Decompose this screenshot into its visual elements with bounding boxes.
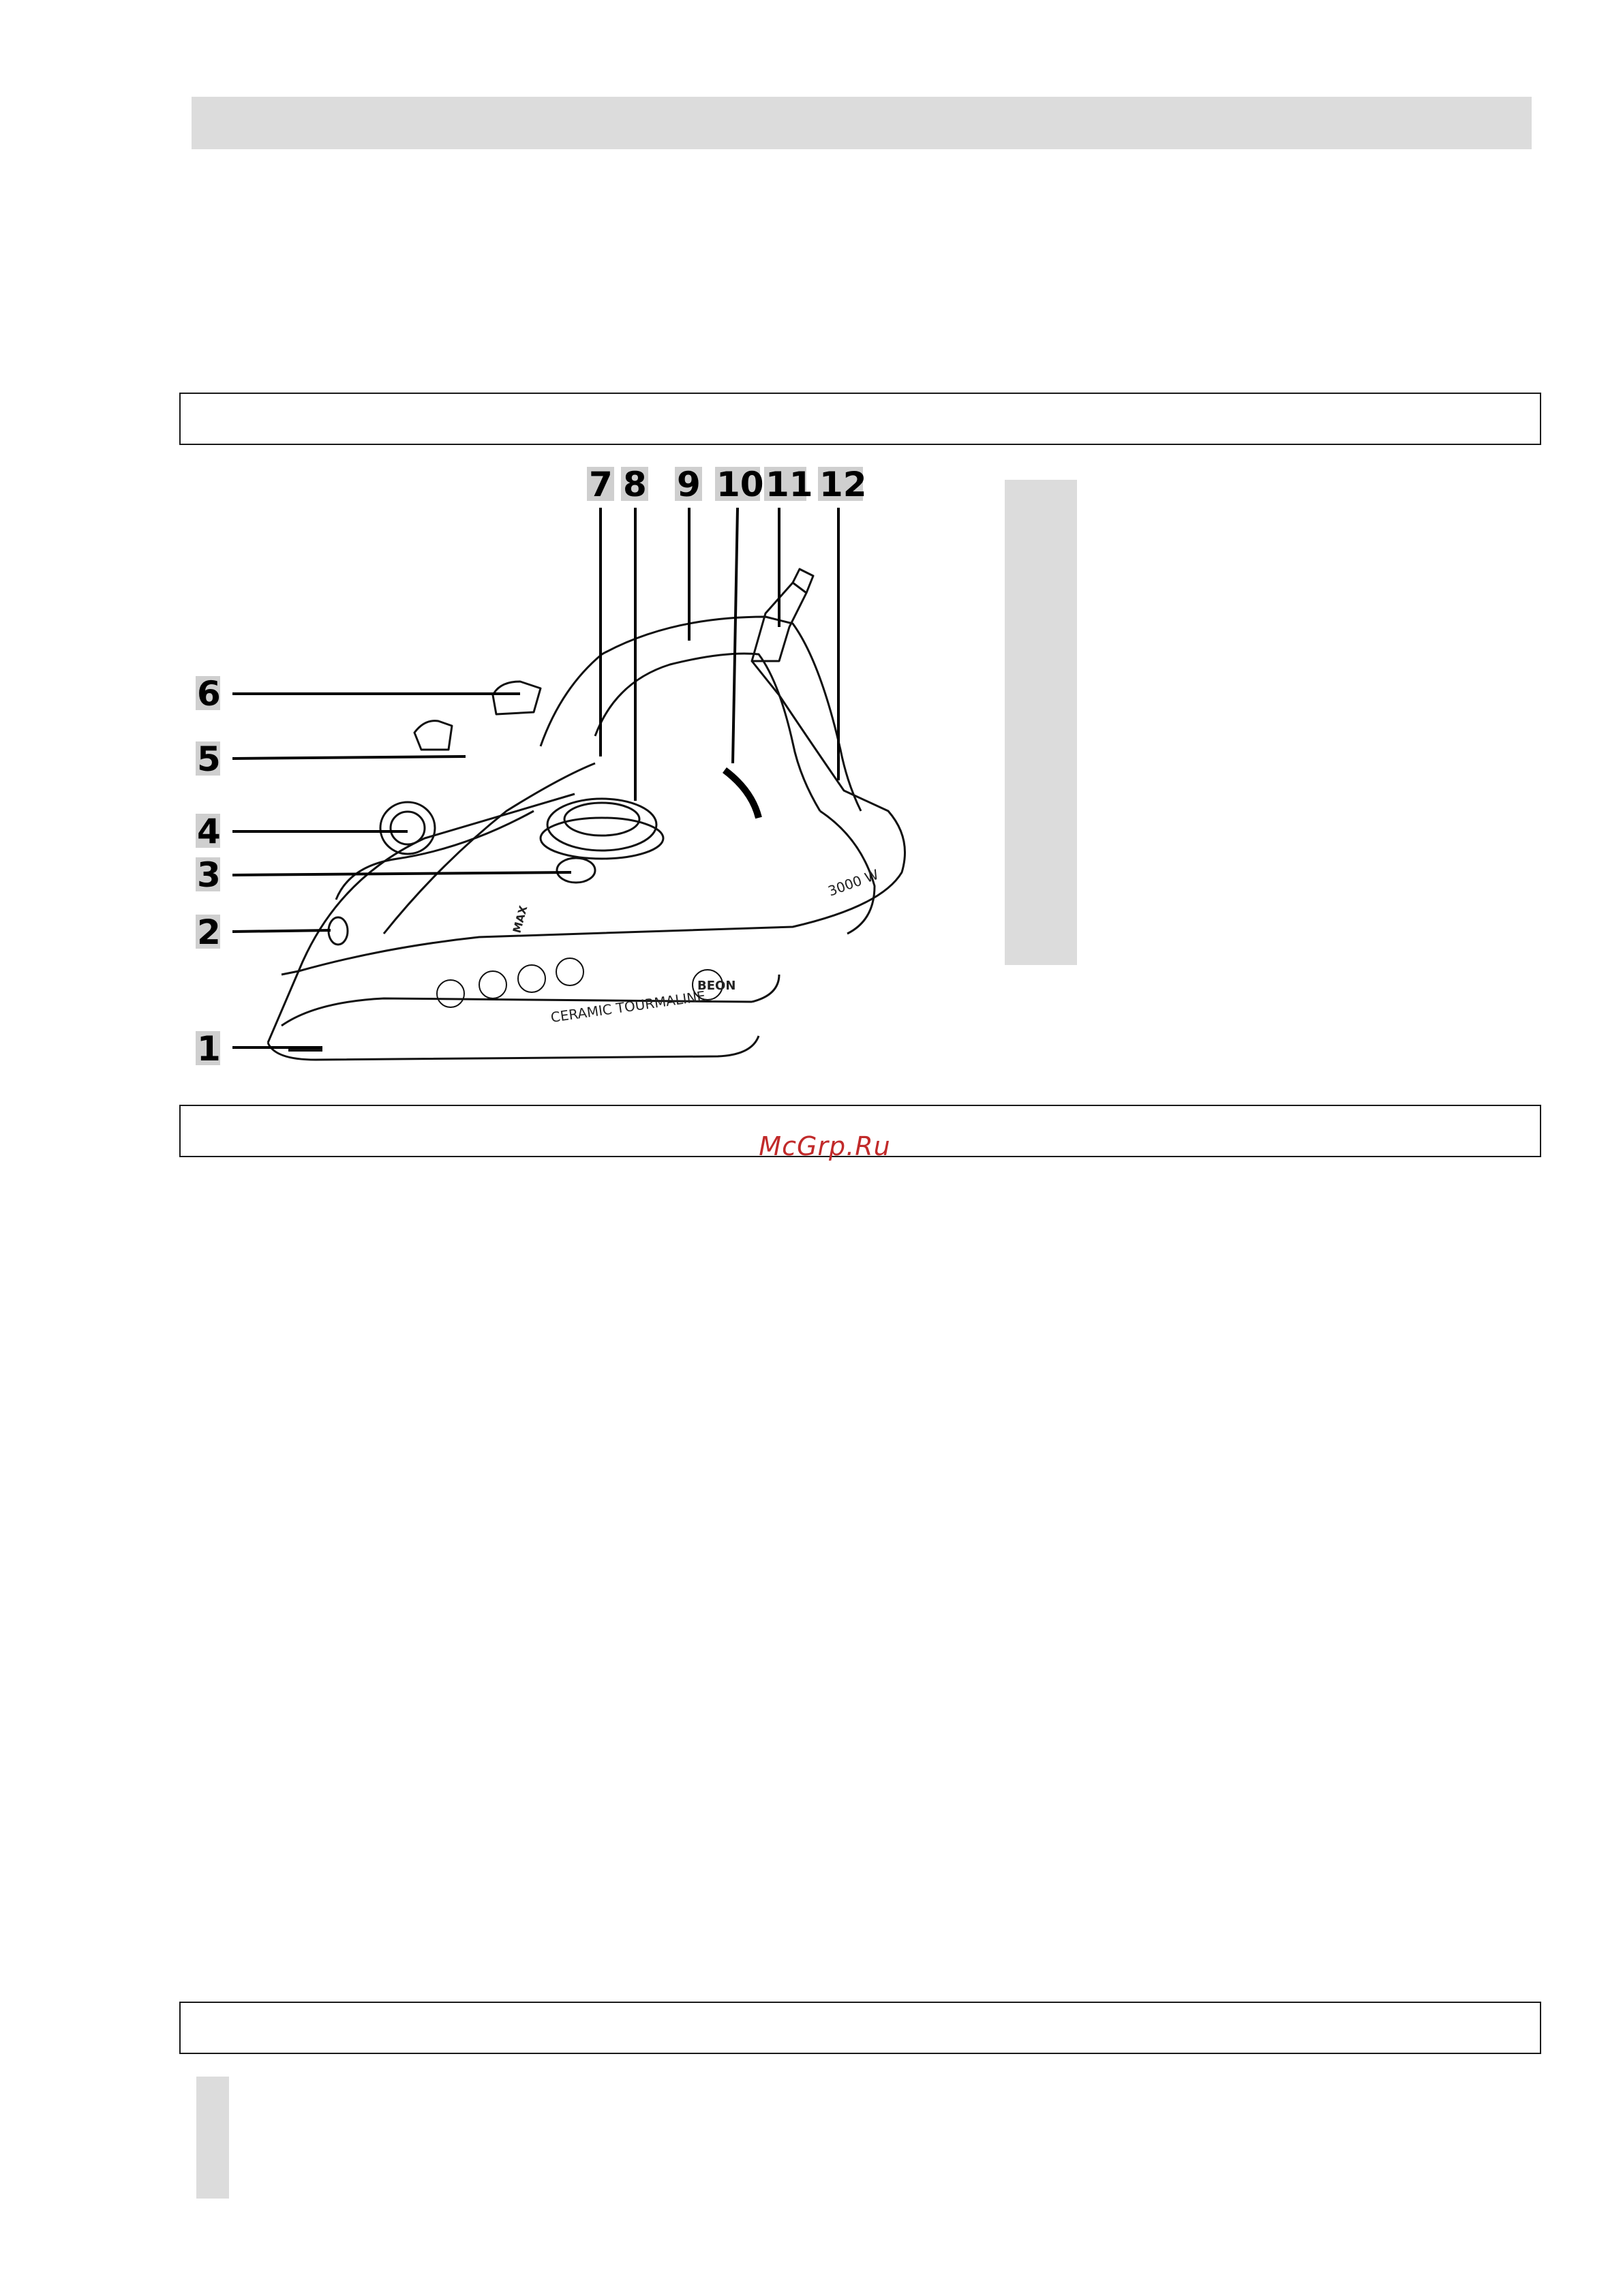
leader-lines [232, 508, 838, 1047]
accent-stripe [725, 770, 759, 818]
iron-outline [268, 569, 905, 1060]
handle-outer [541, 617, 861, 811]
steam-burst-button [414, 721, 452, 750]
callout-5 [196, 739, 221, 779]
leader-3 [232, 872, 571, 875]
callout-10-label: 10 [716, 465, 764, 504]
callout-3-label: 3 [197, 855, 221, 895]
callout-11 [764, 465, 813, 504]
leader-5 [232, 756, 466, 759]
max-mark: MAX [510, 904, 530, 935]
callout-2-label: 2 [197, 913, 221, 952]
brand-logo-text: BEON [697, 979, 736, 993]
icon-circle-3 [518, 965, 545, 992]
soleplate-line [268, 1036, 759, 1060]
callout-12 [818, 465, 867, 504]
callout-4 [196, 812, 221, 851]
callout-7-label: 7 [589, 465, 613, 504]
callout-1-label: 1 [197, 1029, 221, 1069]
spray-nozzle [329, 917, 348, 945]
side-text-panel [1005, 480, 1077, 965]
power-label: 3000 W [825, 866, 881, 900]
callout-3 [196, 855, 221, 895]
leader-10 [733, 508, 738, 763]
callout-2 [196, 913, 221, 952]
callout-6-label: 6 [197, 674, 221, 714]
callout-9-label: 9 [677, 465, 701, 504]
header-bar [192, 97, 1532, 149]
spray-button [493, 682, 541, 714]
callout-6 [196, 674, 221, 714]
icon-circle-4 [556, 958, 583, 985]
iron-diagram [179, 457, 956, 1070]
icon-circle-1 [437, 980, 464, 1007]
callout-12-label: 12 [819, 465, 867, 504]
callout-4-label: 4 [197, 812, 221, 851]
section-frame-top [179, 393, 1541, 445]
self-clean-button [557, 858, 595, 883]
iron-illustration [179, 457, 956, 1070]
icon-circle-2 [479, 971, 506, 998]
callout-11-label: 11 [765, 465, 813, 504]
callout-8-label: 8 [623, 465, 647, 504]
section-frame-bottom [179, 2002, 1541, 2054]
callout-1 [196, 1029, 221, 1069]
callout-9 [675, 465, 702, 504]
model-label: CERAMIC TOURMALINE [549, 988, 707, 1026]
leader-2 [232, 930, 331, 932]
callout-5-label: 5 [197, 739, 221, 779]
handle-inner [595, 654, 820, 811]
callout-10 [715, 465, 764, 504]
temperature-dial-outer [547, 799, 656, 851]
footer-tab [196, 2077, 229, 2199]
watermark: McGrp.Ru [759, 1131, 891, 1161]
callout-8 [621, 465, 648, 504]
callout-7 [587, 465, 614, 504]
